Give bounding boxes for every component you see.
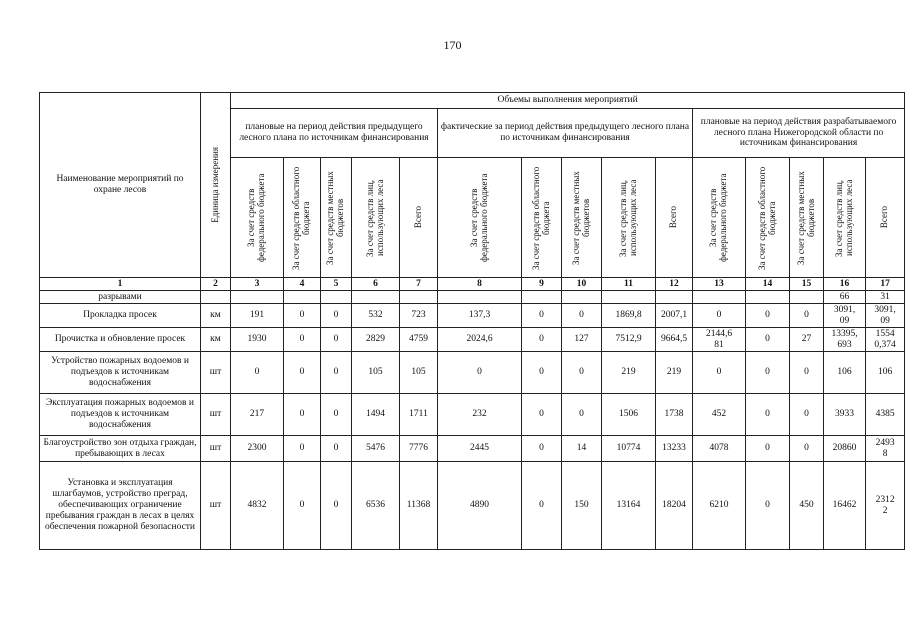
header-sub-cell	[321, 158, 352, 278]
row-value: 0	[562, 304, 602, 328]
table-row	[40, 352, 905, 394]
column-number: 15	[790, 278, 824, 291]
column-number: 11	[602, 278, 656, 291]
header-sub-cell	[656, 158, 693, 278]
row-value	[602, 291, 656, 304]
row-unit: шт	[201, 352, 231, 394]
header-sub-cell	[824, 158, 866, 278]
row-value: 1869,8	[602, 304, 656, 328]
column-number: 2	[201, 278, 231, 291]
row-value: 105	[400, 352, 438, 394]
row-value: 2024,6	[438, 328, 522, 352]
row-value: 18204	[656, 462, 693, 550]
row-value: 7512,9	[602, 328, 656, 352]
row-value: 0	[562, 394, 602, 436]
row-value	[562, 291, 602, 304]
row-value: 20860	[824, 436, 866, 462]
row-value: 5476	[352, 436, 400, 462]
row-name: разрывами	[40, 291, 201, 304]
row-value: 27	[790, 328, 824, 352]
row-value: 0	[284, 436, 321, 462]
table-row	[40, 304, 905, 328]
table-row	[40, 436, 905, 462]
header-sub-cell	[602, 158, 656, 278]
row-value: 2493 8	[866, 436, 905, 462]
row-value: 0	[522, 352, 562, 394]
row-value: 0	[790, 436, 824, 462]
row-value: 106	[824, 352, 866, 394]
column-number: 3	[231, 278, 284, 291]
header-name: Наименование мероприятий по охране лесов	[40, 93, 201, 278]
row-value: 4890	[438, 462, 522, 550]
row-value: 14	[562, 436, 602, 462]
row-value: 2144,6 81	[693, 328, 746, 352]
row-value: 2007,1	[656, 304, 693, 328]
column-number: 4	[284, 278, 321, 291]
row-value: 0	[693, 304, 746, 328]
row-value: 3933	[824, 394, 866, 436]
column-number: 5	[321, 278, 352, 291]
row-name: Прокладка просек	[40, 304, 201, 328]
row-value: 10774	[602, 436, 656, 462]
row-value: 0	[746, 394, 790, 436]
row-unit: км	[201, 304, 231, 328]
header-sub-label: За счет средств лиц, использующих леса	[617, 178, 638, 257]
row-value	[790, 291, 824, 304]
row-value: 452	[693, 394, 746, 436]
row-value: 2300	[231, 436, 284, 462]
row-value: 0	[284, 328, 321, 352]
row-name: Установка и эксплуатация шлагбаумов, устройство преград, обеспечивающих ограничение пребывания граждан в лесах в целях обеспечения пожарной безопасности	[40, 462, 201, 550]
header-sub-label: Всего	[879, 206, 890, 229]
row-name: Эксплуатация пожарных водоемов и подъездов к источникам водоснабжения	[40, 394, 201, 436]
column-number: 9	[522, 278, 562, 291]
header-sub-label: За счет средств областного бюджета	[291, 165, 311, 270]
row-value: 0	[321, 352, 352, 394]
header-volumes: Объемы выполнения мероприятий	[231, 93, 905, 109]
row-value	[352, 291, 400, 304]
header-sub-cell	[790, 158, 824, 278]
header-sub-label: За счет средств лиц, использующих леса	[364, 178, 385, 257]
header-sub-cell	[866, 158, 905, 278]
row-name: Благоустройство зон отдыха граждан, пребывающих в лесах	[40, 436, 201, 462]
row-value: 1930	[231, 328, 284, 352]
column-number: 17	[866, 278, 905, 291]
row-value: 450	[790, 462, 824, 550]
row-value: 0	[746, 462, 790, 550]
row-value: 4832	[231, 462, 284, 550]
row-value: 0	[284, 304, 321, 328]
row-unit: км	[201, 328, 231, 352]
column-number: 10	[562, 278, 602, 291]
row-value: 0	[284, 462, 321, 550]
header-sub-label: Всего	[412, 206, 423, 229]
row-unit: шт	[201, 436, 231, 462]
row-value: 105	[352, 352, 400, 394]
row-value: 0	[321, 328, 352, 352]
header-sub-label: За счет средств областного бюджета	[530, 165, 551, 270]
row-value: 0	[284, 394, 321, 436]
header-sub-cell	[438, 158, 522, 278]
header-sub-label: За счет средств лиц, использующих леса	[833, 178, 854, 257]
row-value: 0	[522, 304, 562, 328]
table-row	[40, 291, 905, 304]
column-number: 13	[693, 278, 746, 291]
row-value: 191	[231, 304, 284, 328]
row-name: Прочистка и обновление просек	[40, 328, 201, 352]
row-value: 0	[746, 436, 790, 462]
row-value: 217	[231, 394, 284, 436]
row-value: 4078	[693, 436, 746, 462]
column-number: 6	[352, 278, 400, 291]
row-value: 13395, 693	[824, 328, 866, 352]
row-value: 0	[746, 304, 790, 328]
row-value: 232	[438, 394, 522, 436]
row-value: 137,3	[438, 304, 522, 328]
row-value: 150	[562, 462, 602, 550]
row-unit: шт	[201, 462, 231, 550]
table-row	[40, 462, 905, 550]
row-value: 0	[746, 352, 790, 394]
row-value	[656, 291, 693, 304]
row-value	[438, 291, 522, 304]
row-value: 16462	[824, 462, 866, 550]
row-unit: шт	[201, 394, 231, 436]
row-value: 0	[321, 304, 352, 328]
row-value: 4759	[400, 328, 438, 352]
forest-protection-table	[39, 92, 905, 550]
row-value: 1506	[602, 394, 656, 436]
row-value: 0	[790, 352, 824, 394]
header-group-planned-new: плановые на период действия разрабатываемого лесного плана Нижегородской области по источникам финансирования	[693, 109, 905, 158]
header-unit	[201, 93, 231, 278]
row-value: 0	[231, 352, 284, 394]
column-number: 1	[40, 278, 201, 291]
row-value	[693, 291, 746, 304]
row-value: 1738	[656, 394, 693, 436]
column-number: 16	[824, 278, 866, 291]
row-value: 0	[522, 436, 562, 462]
row-value: 723	[400, 304, 438, 328]
header-sub-label: За счет средств федерального бюджета	[708, 173, 728, 262]
row-value: 1494	[352, 394, 400, 436]
column-number: 7	[400, 278, 438, 291]
column-number: 14	[746, 278, 790, 291]
header-sub-cell	[400, 158, 438, 278]
row-value: 2829	[352, 328, 400, 352]
row-value	[284, 291, 321, 304]
header-unit-label: Единица измерения	[209, 147, 220, 223]
row-value: 219	[602, 352, 656, 394]
row-value: 0	[790, 394, 824, 436]
column-number: 12	[656, 278, 693, 291]
row-value: 1711	[400, 394, 438, 436]
row-value: 2445	[438, 436, 522, 462]
row-value: 127	[562, 328, 602, 352]
header-sub-cell	[231, 158, 284, 278]
header-sub-label: За счет средств федерального бюджета	[246, 173, 266, 262]
row-value: 1554 0,374	[866, 328, 905, 352]
row-value: 0	[522, 394, 562, 436]
row-value: 0	[321, 462, 352, 550]
page-number: 170	[443, 38, 462, 52]
row-value: 13233	[656, 436, 693, 462]
header-sub-label: Всего	[668, 206, 679, 229]
row-value: 0	[522, 462, 562, 550]
row-value: 0	[790, 304, 824, 328]
row-value	[746, 291, 790, 304]
header-sub-cell	[352, 158, 400, 278]
row-value: 106	[866, 352, 905, 394]
row-value	[231, 291, 284, 304]
table-row	[40, 328, 905, 352]
row-value: 0	[522, 328, 562, 352]
row-value: 11368	[400, 462, 438, 550]
header-group-planned-previous: плановые на период действия предыдущего лесного плана по источникам финансирования	[231, 109, 438, 158]
row-value: 0	[438, 352, 522, 394]
row-value	[400, 291, 438, 304]
row-value: 0	[693, 352, 746, 394]
row-value: 0	[321, 436, 352, 462]
header-number-row	[40, 278, 905, 291]
header-sub-cell	[522, 158, 562, 278]
row-name: Устройство пожарных водоемов и подъездов к источникам водоснабжения	[40, 352, 201, 394]
row-value: 31	[866, 291, 905, 304]
header-sub-label: За счет средств федерального бюджета	[468, 173, 489, 262]
row-value: 532	[352, 304, 400, 328]
header-sub-cell	[746, 158, 790, 278]
header-sub-cell	[562, 158, 602, 278]
row-unit	[201, 291, 231, 304]
row-value	[321, 291, 352, 304]
row-value: 4385	[866, 394, 905, 436]
table-row	[40, 394, 905, 436]
row-value: 0	[284, 352, 321, 394]
row-value: 3091, 09	[866, 304, 905, 328]
row-value: 7776	[400, 436, 438, 462]
header-sub-cell	[284, 158, 321, 278]
row-value: 66	[824, 291, 866, 304]
header-group-actual-previous: фактические за период действия предыдущего лесного плана по источникам финансирования	[438, 109, 693, 158]
row-value: 9664,5	[656, 328, 693, 352]
row-value: 0	[562, 352, 602, 394]
header-sub-label: За счет средств местных бюджетов	[325, 170, 345, 265]
row-value: 6536	[352, 462, 400, 550]
row-value: 13164	[602, 462, 656, 550]
header-sub-label: За счет средств областного бюджета	[756, 165, 777, 270]
header-sub-cell	[693, 158, 746, 278]
row-value: 3091, 09	[824, 304, 866, 328]
row-value	[522, 291, 562, 304]
row-value: 219	[656, 352, 693, 394]
row-value: 0	[746, 328, 790, 352]
header-sub-label: За счет средств местных бюджетов	[795, 170, 816, 265]
row-value: 2312 2	[866, 462, 905, 550]
table-body	[40, 291, 905, 550]
column-number: 8	[438, 278, 522, 291]
row-value: 0	[321, 394, 352, 436]
row-value: 6210	[693, 462, 746, 550]
header-sub-label: За счет средств местных бюджетов	[570, 170, 591, 265]
